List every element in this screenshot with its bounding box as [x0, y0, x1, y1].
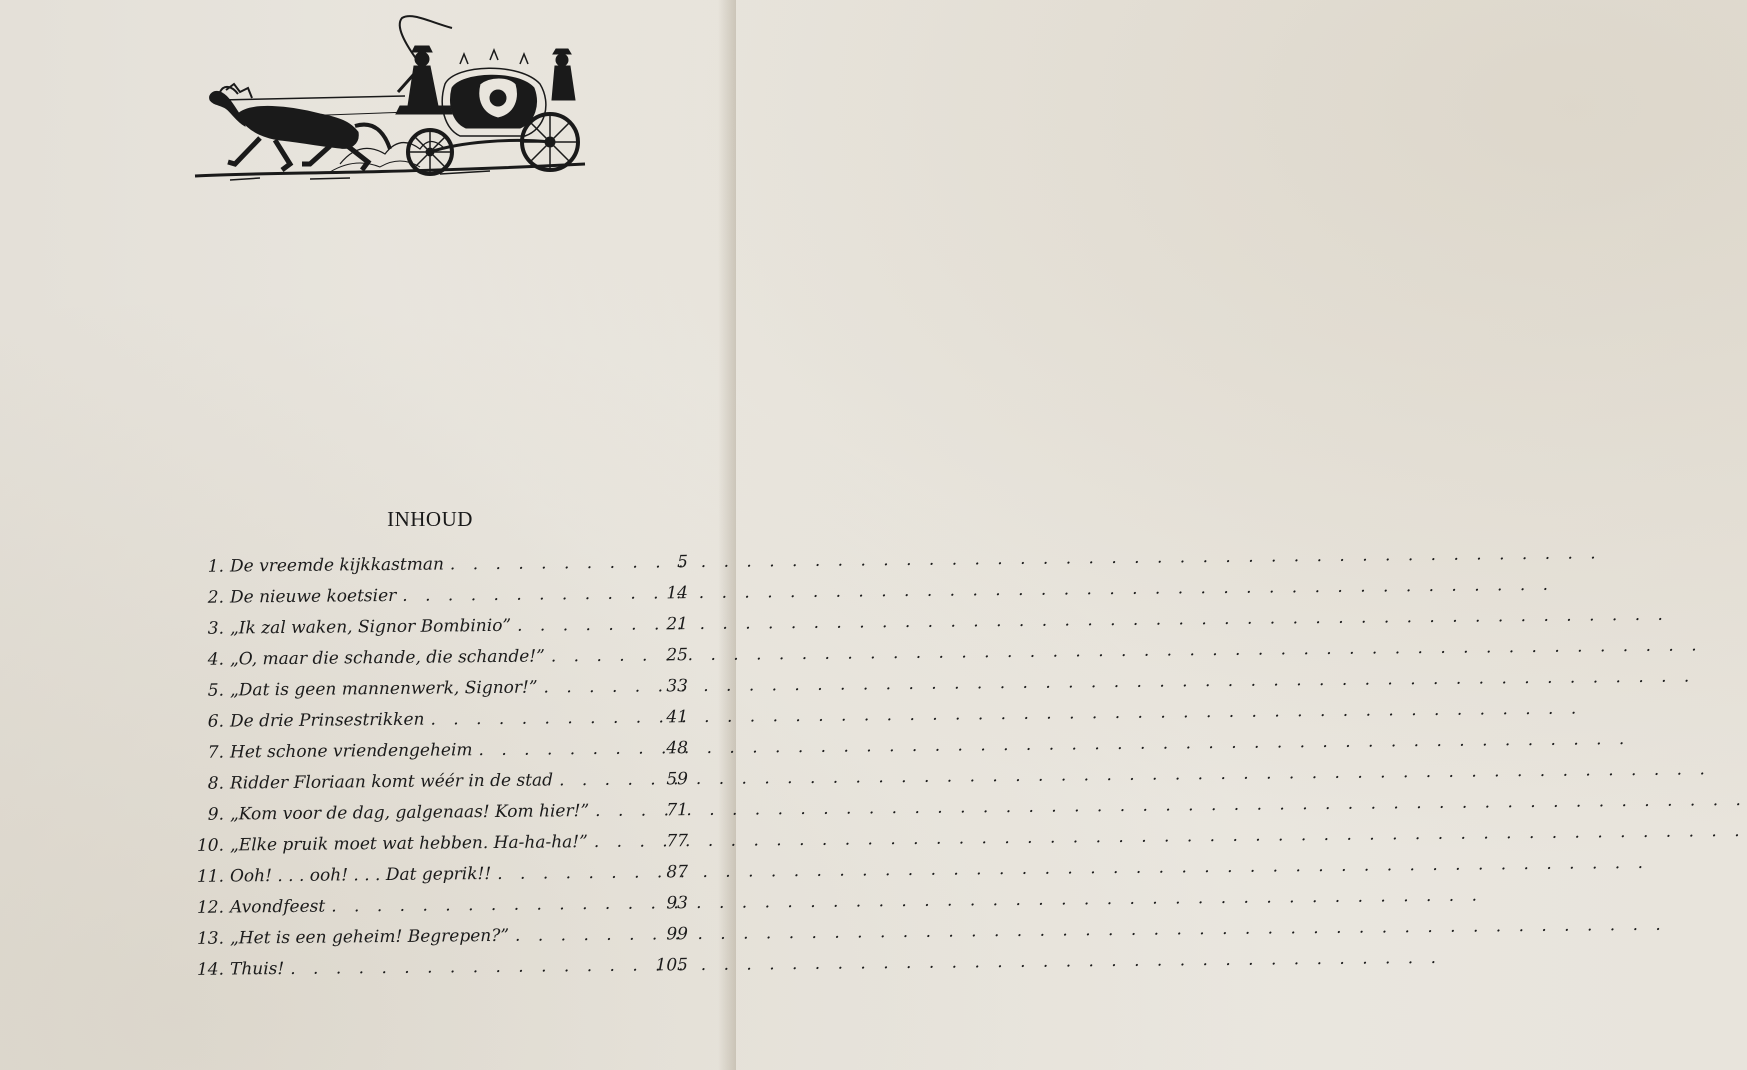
chapter-title: De vreemde kijkkastman: [230, 554, 444, 577]
dot-leader: [491, 858, 636, 890]
page-number: 93: [666, 893, 688, 914]
chapter-number: 12.: [196, 897, 224, 918]
toc-entry: [180, 950, 690, 986]
page-number: 77: [666, 831, 688, 852]
dot-leader: [325, 889, 636, 923]
dot-leader: [396, 579, 636, 612]
table-of-contents: [180, 552, 690, 986]
page-number: 21: [666, 614, 688, 635]
chapter-title: „Elke pruik moet wat hebben. Ha-ha-ha!”: [230, 832, 588, 856]
dot-leader: [284, 951, 636, 985]
chapter-title: Avondfeest: [230, 896, 326, 918]
chapter-title: De drie Prinsestrikken: [230, 709, 425, 732]
toc-entry: [180, 547, 690, 583]
toc-entry: [180, 857, 690, 893]
chapter-number: 5.: [207, 680, 224, 701]
toc-entry: [180, 578, 690, 614]
dot-leader: [509, 920, 636, 952]
toc-entry: [180, 640, 690, 676]
chapter-title: Thuis!: [230, 958, 285, 980]
chapter-title: „Kom voor de dag, galgenaas! Kom hier!”: [230, 801, 590, 825]
toc-entry: [180, 671, 690, 707]
page-number: 25: [666, 645, 688, 666]
dot-leader: [511, 610, 636, 642]
toc-entry: [180, 919, 690, 955]
toc-entry: [180, 764, 690, 800]
toc-entry: [180, 795, 690, 831]
dot-leader: [444, 548, 636, 581]
page-number: 99: [666, 924, 688, 945]
chapter-number: 8.: [207, 773, 224, 794]
page-number: 48: [666, 738, 688, 759]
chapter-title: Het schone vriendengeheim: [230, 740, 473, 763]
toc-entry: [180, 702, 690, 738]
chapter-number: 13.: [196, 928, 224, 949]
chapter-title: „Het is een geheim! Begrepen?”: [230, 925, 510, 949]
chapter-title: „Ik zal waken, Signor Bombinio”: [230, 615, 512, 639]
chapter-number: 3.: [207, 618, 224, 639]
chapter-number: 11.: [196, 866, 224, 887]
page-number: 71: [666, 800, 688, 821]
page-number: 14: [666, 583, 688, 604]
page-number: 105: [655, 955, 688, 976]
toc-entry: [180, 826, 690, 862]
chapter-number: 14.: [196, 959, 224, 980]
dot-leader: [473, 734, 636, 767]
chapter-number: 4.: [207, 649, 224, 670]
page-number: 33: [666, 676, 688, 697]
chapter-number: 10.: [196, 835, 224, 856]
dot-leader: [545, 641, 636, 673]
chapter-number: 1.: [207, 556, 224, 577]
page-number: 87: [666, 862, 688, 883]
dot-leader: [589, 796, 636, 827]
chapter-number: 6.: [207, 711, 224, 732]
toc-entry: [180, 888, 690, 924]
page-number: 5: [677, 552, 688, 573]
chapter-title: De nieuwe koetsier: [230, 585, 397, 608]
chapter-title: Ooh! . . . ooh! . . . Dat geprik!!: [230, 864, 492, 887]
chapter-number: 2.: [207, 587, 224, 608]
chapter-title: „Dat is geen mannenwerk, Signor!”: [230, 677, 538, 701]
toc-heading: INHOUD: [387, 507, 473, 531]
toc-entry: [180, 733, 690, 769]
chapter-number: 7.: [207, 742, 224, 763]
chapter-number: 9.: [207, 804, 224, 825]
page-number: 59: [666, 769, 688, 790]
horse-drawn-carriage-icon: [190, 14, 590, 186]
dot-leader: [424, 703, 636, 736]
chapter-title: Ridder Floriaan komt wéér in de stad: [230, 770, 554, 794]
dot-leader: [553, 765, 636, 797]
page-number: 41: [666, 707, 688, 728]
toc-entry: [180, 609, 690, 645]
dot-leader: [588, 827, 636, 858]
chapter-title: „O, maar die schande, die schande!”: [230, 646, 545, 670]
dot-leader: [538, 672, 636, 704]
